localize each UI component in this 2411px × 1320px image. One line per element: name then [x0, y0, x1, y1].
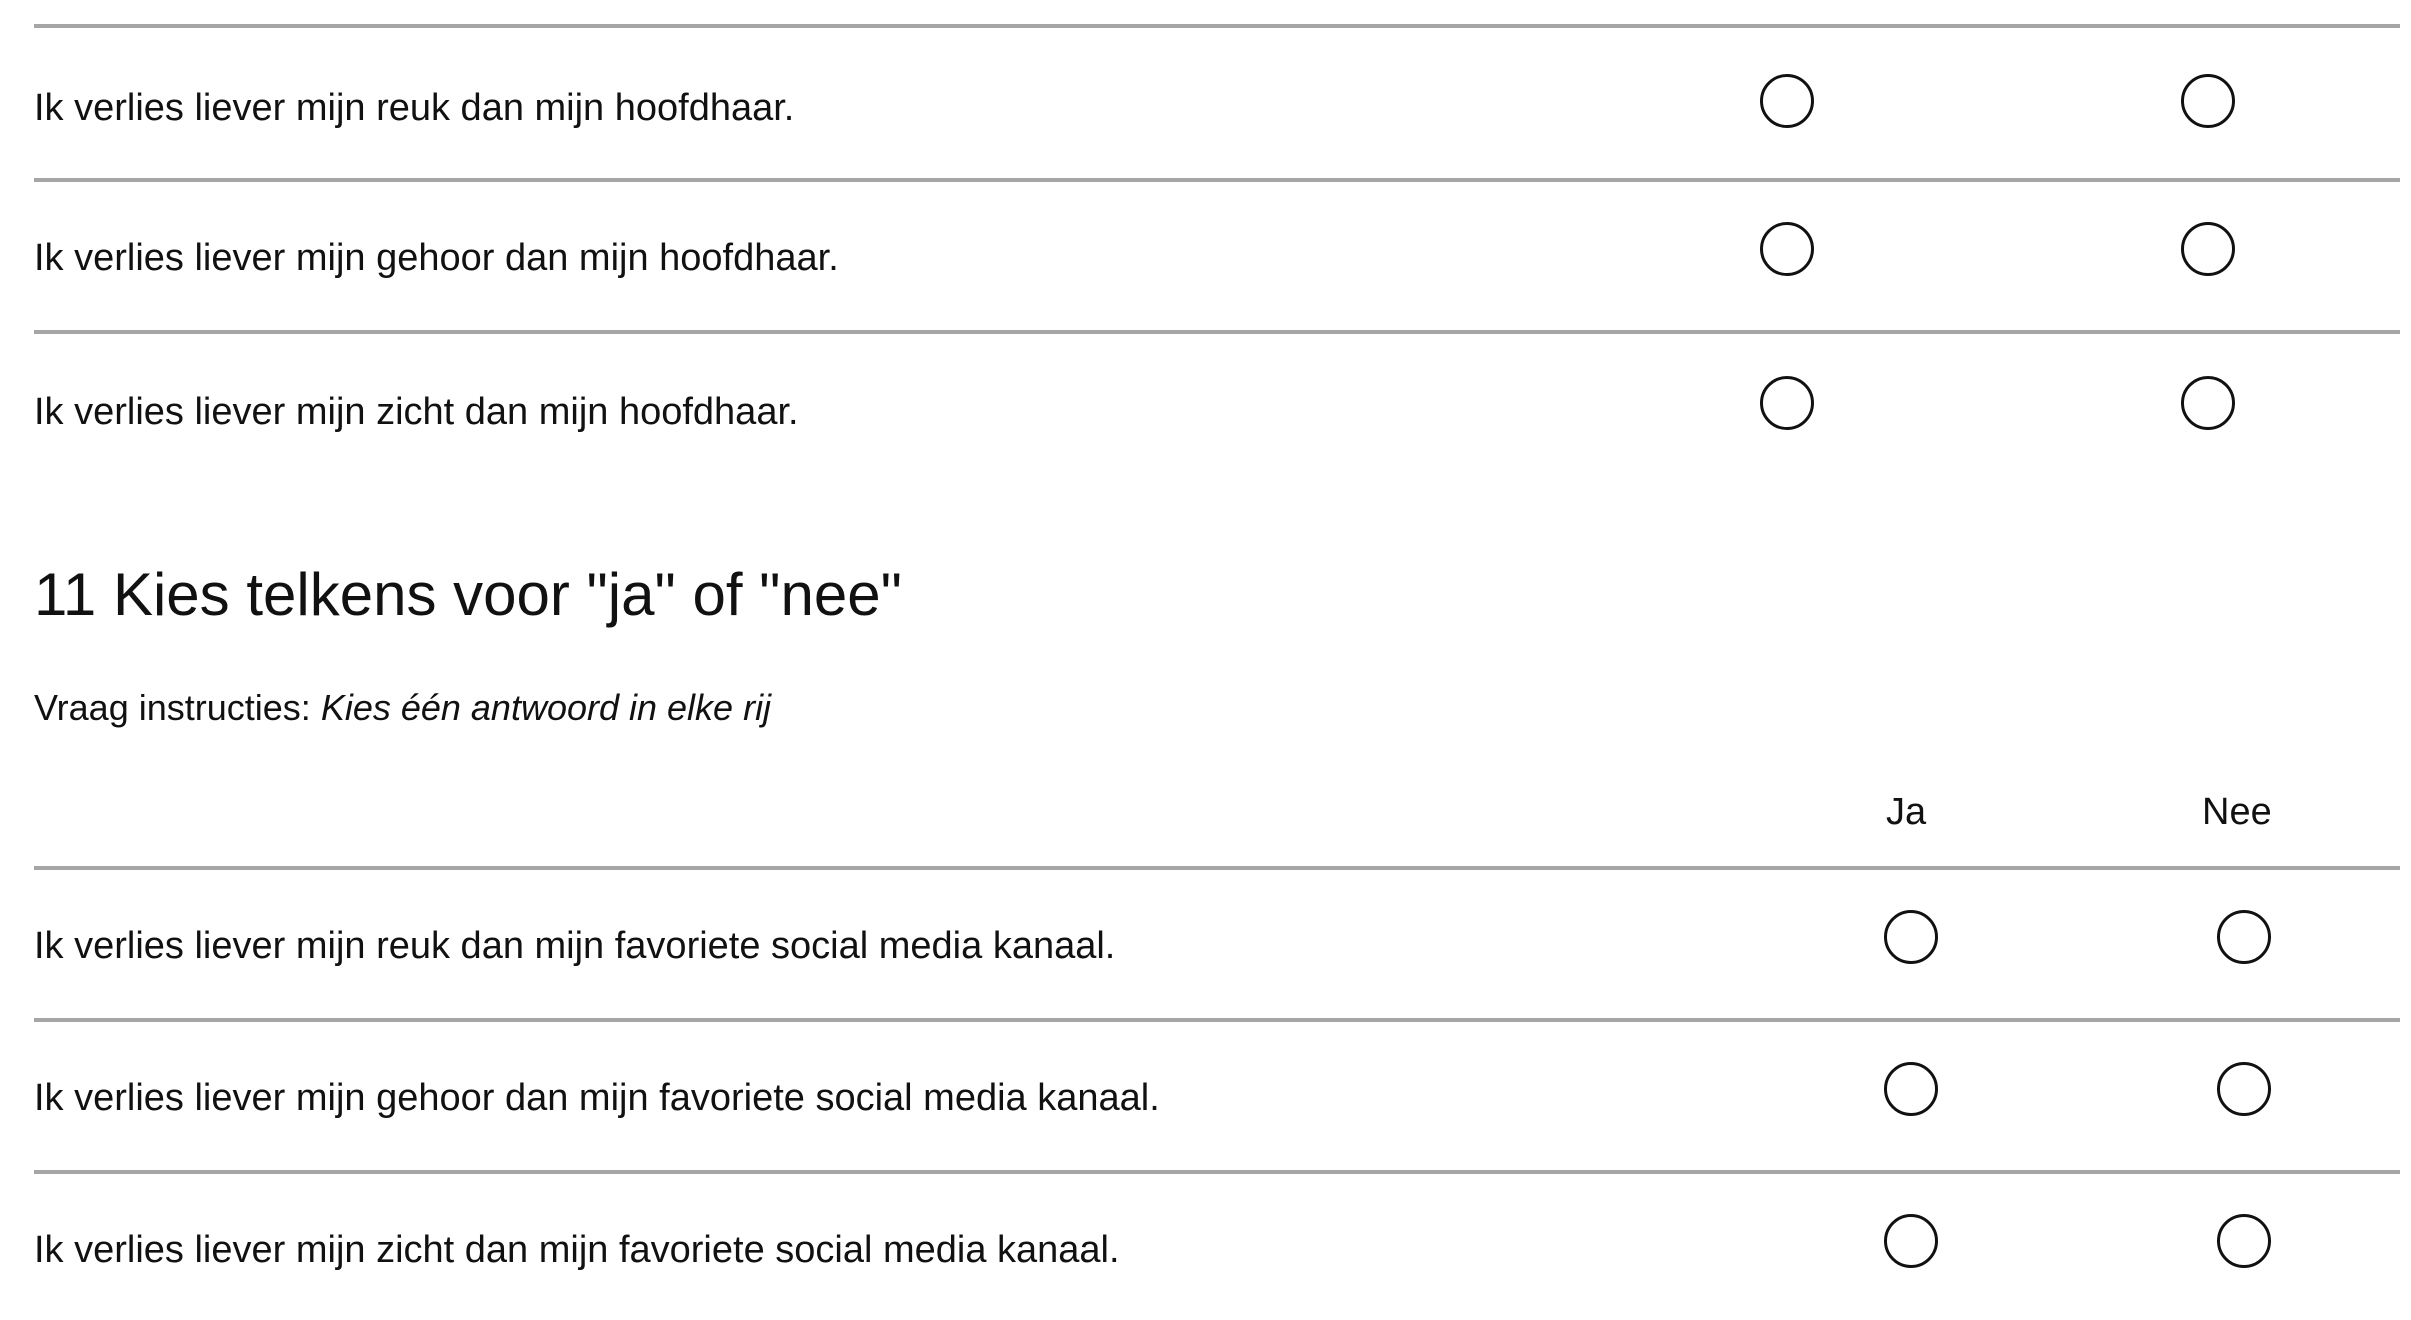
- radio-option-2[interactable]: [2181, 222, 2235, 276]
- row-statement: Ik verlies liever mijn zicht dan mijn hoofdhaar.: [34, 391, 799, 433]
- radio-option-1[interactable]: [1760, 222, 1814, 276]
- radio-option-2[interactable]: [2181, 74, 2235, 128]
- row-statement: Ik verlies liever mijn gehoor dan mijn favoriete social media kanaal.: [34, 1077, 1160, 1119]
- radio-ja[interactable]: [1884, 1214, 1938, 1268]
- column-header-nee: Nee: [2202, 791, 2272, 833]
- row-statement: Ik verlies liever mijn reuk dan mijn hoofdhaar.: [34, 87, 795, 129]
- instructions-label: Vraag instructies:: [34, 687, 311, 728]
- radio-nee[interactable]: [2217, 1062, 2271, 1116]
- radio-nee[interactable]: [2217, 1214, 2271, 1268]
- matrix-row: [34, 866, 2400, 1016]
- radio-option-1[interactable]: [1760, 74, 1814, 128]
- matrix-row: [34, 330, 2400, 480]
- radio-nee[interactable]: [2217, 910, 2271, 964]
- matrix-row: [34, 24, 2400, 174]
- matrix-row: [34, 1170, 2400, 1320]
- question-instructions: [34, 688, 771, 728]
- row-statement: Ik verlies liever mijn gehoor dan mijn hoofdhaar.: [34, 237, 839, 279]
- radio-option-2[interactable]: [2181, 376, 2235, 430]
- question-title: 11 Kies telkens voor "ja" of "nee": [34, 561, 902, 628]
- row-statement: Ik verlies liever mijn zicht dan mijn favoriete social media kanaal.: [34, 1229, 1120, 1271]
- column-header-ja: Ja: [1886, 791, 1927, 833]
- radio-option-1[interactable]: [1760, 376, 1814, 430]
- row-statement: Ik verlies liever mijn reuk dan mijn favoriete social media kanaal.: [34, 925, 1116, 967]
- matrix-row: [34, 178, 2400, 328]
- radio-ja[interactable]: [1884, 1062, 1938, 1116]
- radio-ja[interactable]: [1884, 910, 1938, 964]
- instructions-text: Kies één antwoord in elke rij: [320, 687, 772, 728]
- matrix-row: [34, 1018, 2400, 1168]
